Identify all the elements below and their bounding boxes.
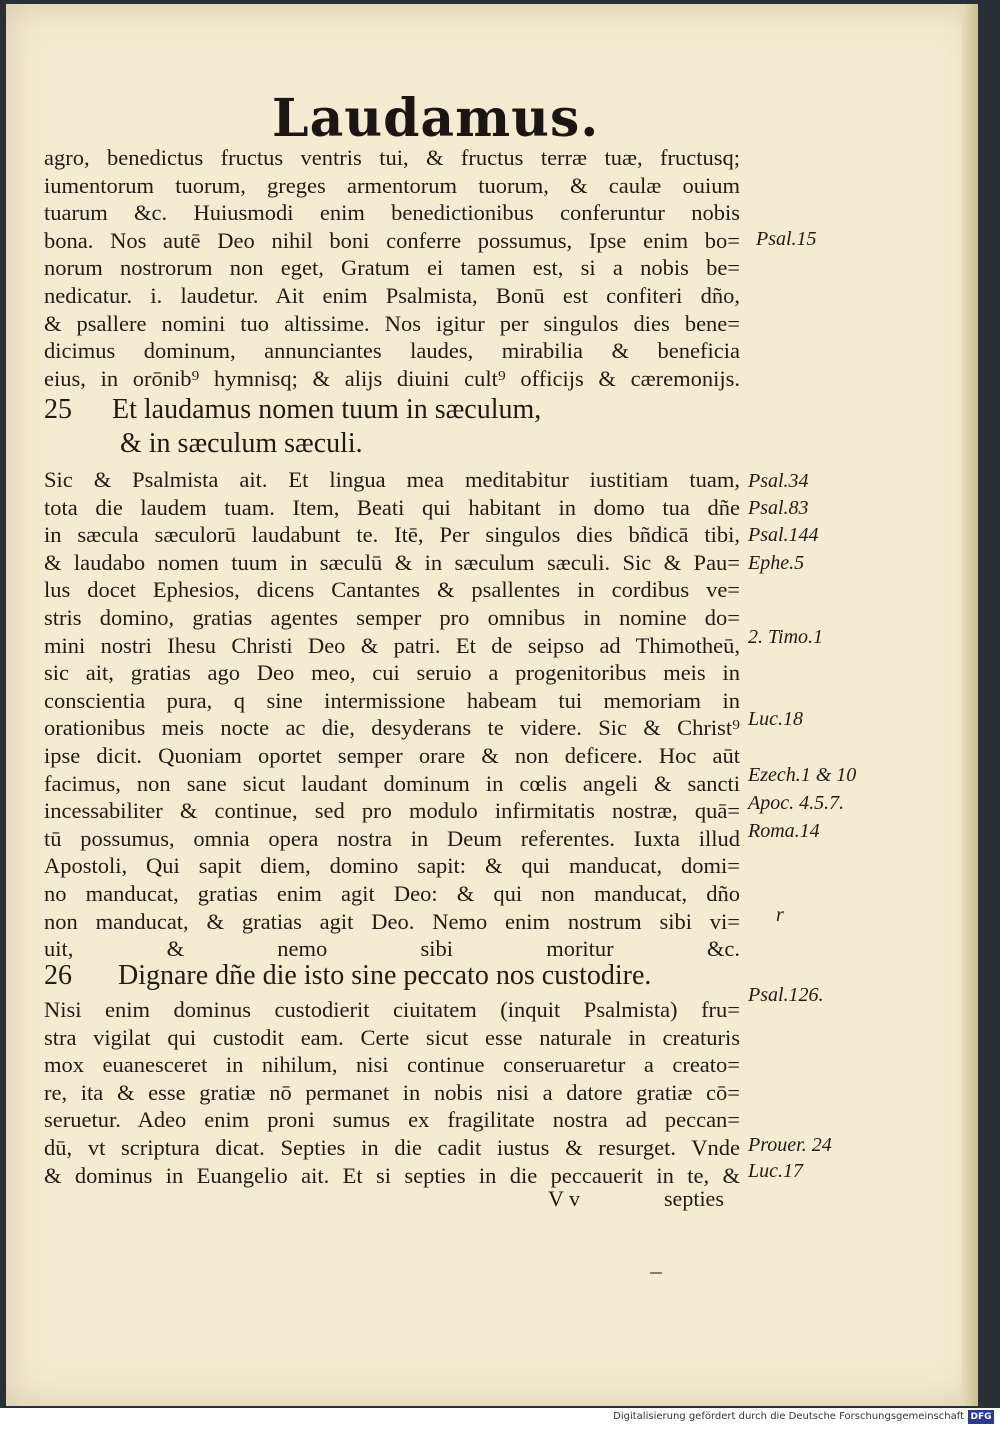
text-line: in sæcula sæculorū laudabunt te. Itē, Per singulos dies bñdicā tibi, — [44, 522, 740, 548]
text-line: norum nostrorum non eget, Gratum ei tamen est, si a nobis be= — [44, 255, 740, 281]
text-line: mini nostri Ihesu Christi Deo & patri. Et de seipso ad Thimotheū, — [44, 632, 740, 658]
text-line: & laudabo nomen tuum in sæculū & in sæculum sæculi. Sic & Pau= — [44, 549, 740, 575]
text-line: orationibus meis nocte ac die, desyderans te videre. Sic & Christ⁹ — [44, 715, 740, 741]
text-line: facimus, non sane sicut laudant dominum in cœlis angeli & sancti — [44, 770, 740, 796]
text-line: bona. Nos autē Deo nihil boni conferre possumus, Ipse enim bo= — [44, 227, 740, 253]
page-mark — [650, 1272, 662, 1274]
text-line: tuarum &c. Huiusmodi enim benedictionibus conferuntur nobis — [44, 200, 740, 226]
text-line: dū, vt scriptura dicat. Septies in die cadit iustus & resurget. Vnde — [44, 1134, 740, 1160]
text-line: iumentorum tuorum, greges armentorum tuorum, & caulæ ouium — [44, 172, 740, 198]
margin-note: Ephe.5 — [748, 552, 805, 574]
text-line: Sic & Psalmista ait. Et lingua mea meditabitur iustitiam tuam, — [44, 467, 740, 492]
verse-number: 26 — [44, 960, 72, 991]
text-line: & dominus in Euangelio ait. Et si septies in die peccauerit in te, & — [44, 1162, 740, 1188]
text-line: tū possumus, omnia opera nostra in Deum referentes. Iuxta illud — [44, 825, 740, 851]
verse-line: Dignare dñe die isto sine peccato nos custodire. — [118, 960, 652, 991]
margin-note: Luc.18 — [748, 708, 803, 730]
margin-note: Psal.15 — [756, 228, 817, 250]
margin-note: Ezech.1 & 10 — [748, 764, 857, 786]
text-block-3 — [44, 996, 740, 1189]
signature-mark: V v — [548, 1186, 580, 1211]
text-line: & psallere nomini tuo altissime. Nos igitur per singulos dies bene= — [44, 310, 740, 336]
verse-line: & in sæculum sæculi. — [120, 428, 363, 459]
footer-credit: Digitalisierung gefördert durch die Deutsche Forschungsgemeinschaft — [613, 1411, 964, 1422]
margin-note: Psal.34 — [748, 470, 809, 492]
text-block-1 — [44, 144, 740, 392]
text-block-2 — [44, 466, 740, 963]
margin-note: Apoc. 4.5.7. — [748, 792, 845, 814]
margin-note: Psal.83 — [748, 497, 809, 519]
text-line: incessabiliter & continue, sed pro modulo infirmitatis nostræ, quā= — [44, 798, 740, 824]
footer-bar — [0, 1408, 1000, 1429]
margin-note: Psal.144 — [748, 524, 819, 546]
margin-note: Luc.17 — [748, 1160, 803, 1182]
text-line: stris domino, gratias agentes semper pro omnibus in nomine do= — [44, 604, 740, 630]
text-line: Apostoli, Qui sapit diem, domino sapit: & qui manducat, domi= — [44, 853, 740, 879]
text-line: eius, in orōnib⁹ hymnisq; & alijs diuini cult⁹ officijs & cæremonijs. — [44, 365, 740, 391]
text-line: agro, benedictus fructus ventris tui, & fructus terræ tuæ, fructusq; — [44, 145, 740, 170]
text-line: dicimus dominum, annunciantes laudes, mirabilia & beneficia — [44, 338, 740, 364]
text-line: no manducat, gratias enim agit Deo: & qui non manducat, dño — [44, 880, 740, 906]
margin-note: r — [776, 904, 784, 926]
text-line: conscientia pura, q sine intermissione habeam tui memoriam in — [44, 687, 740, 713]
text-line: ipse dicit. Quoniam oportet semper orare & non deficere. Hoc aūt — [44, 742, 740, 768]
text-line: nedicatur. i. laudetur. Ait enim Psalmista, Bonū est confiteri dño, — [44, 282, 740, 308]
text-line: non manducat, & gratias agit Deo. Nemo enim nostrum sibi vi= — [44, 908, 740, 934]
text-line: sic ait, gratias ago Deo meo, cui seruio a progenitoribus meis in — [44, 660, 740, 686]
page-edge — [962, 4, 978, 1406]
text-line: tota die laudem tuam. Item, Beati qui habitant in domo tua dñe — [44, 494, 740, 520]
verse-line: Et laudamus nomen tuum in sæculum, — [112, 394, 542, 425]
margin-note: Psal.126. — [748, 984, 824, 1006]
text-line: stra vigilat qui custodit eam. Certe sicut esse naturale in creaturis — [44, 1024, 740, 1050]
margin-note: 2. Timo.1 — [748, 626, 824, 648]
text-line: uit, & nemo sibi moritur &c. — [44, 936, 740, 962]
text-line: re, ita & esse gratiæ nō permanet in nobis nisi a datore gratiæ cō= — [44, 1079, 740, 1105]
verse-number: 25 — [44, 394, 72, 425]
dfg-logo: DFG — [968, 1410, 994, 1424]
text-line: mox euanesceret in nihilum, nisi continue conseruaretur a creato= — [44, 1052, 740, 1078]
running-head: Laudamus. — [272, 88, 600, 149]
margin-note: Prouer. 24 — [748, 1134, 832, 1156]
text-line: seruetur. Adeo enim proni sumus ex fragilitate nostra ad peccan= — [44, 1107, 740, 1133]
text-line: lus docet Ephesios, dicens Cantantes & psallentes in cordibus ve= — [44, 577, 740, 603]
margin-note: Roma.14 — [748, 820, 820, 842]
text-line: Nisi enim dominus custodierit ciuitatem (inquit Psalmista) fru= — [44, 997, 740, 1022]
catchword: septies — [664, 1186, 724, 1211]
